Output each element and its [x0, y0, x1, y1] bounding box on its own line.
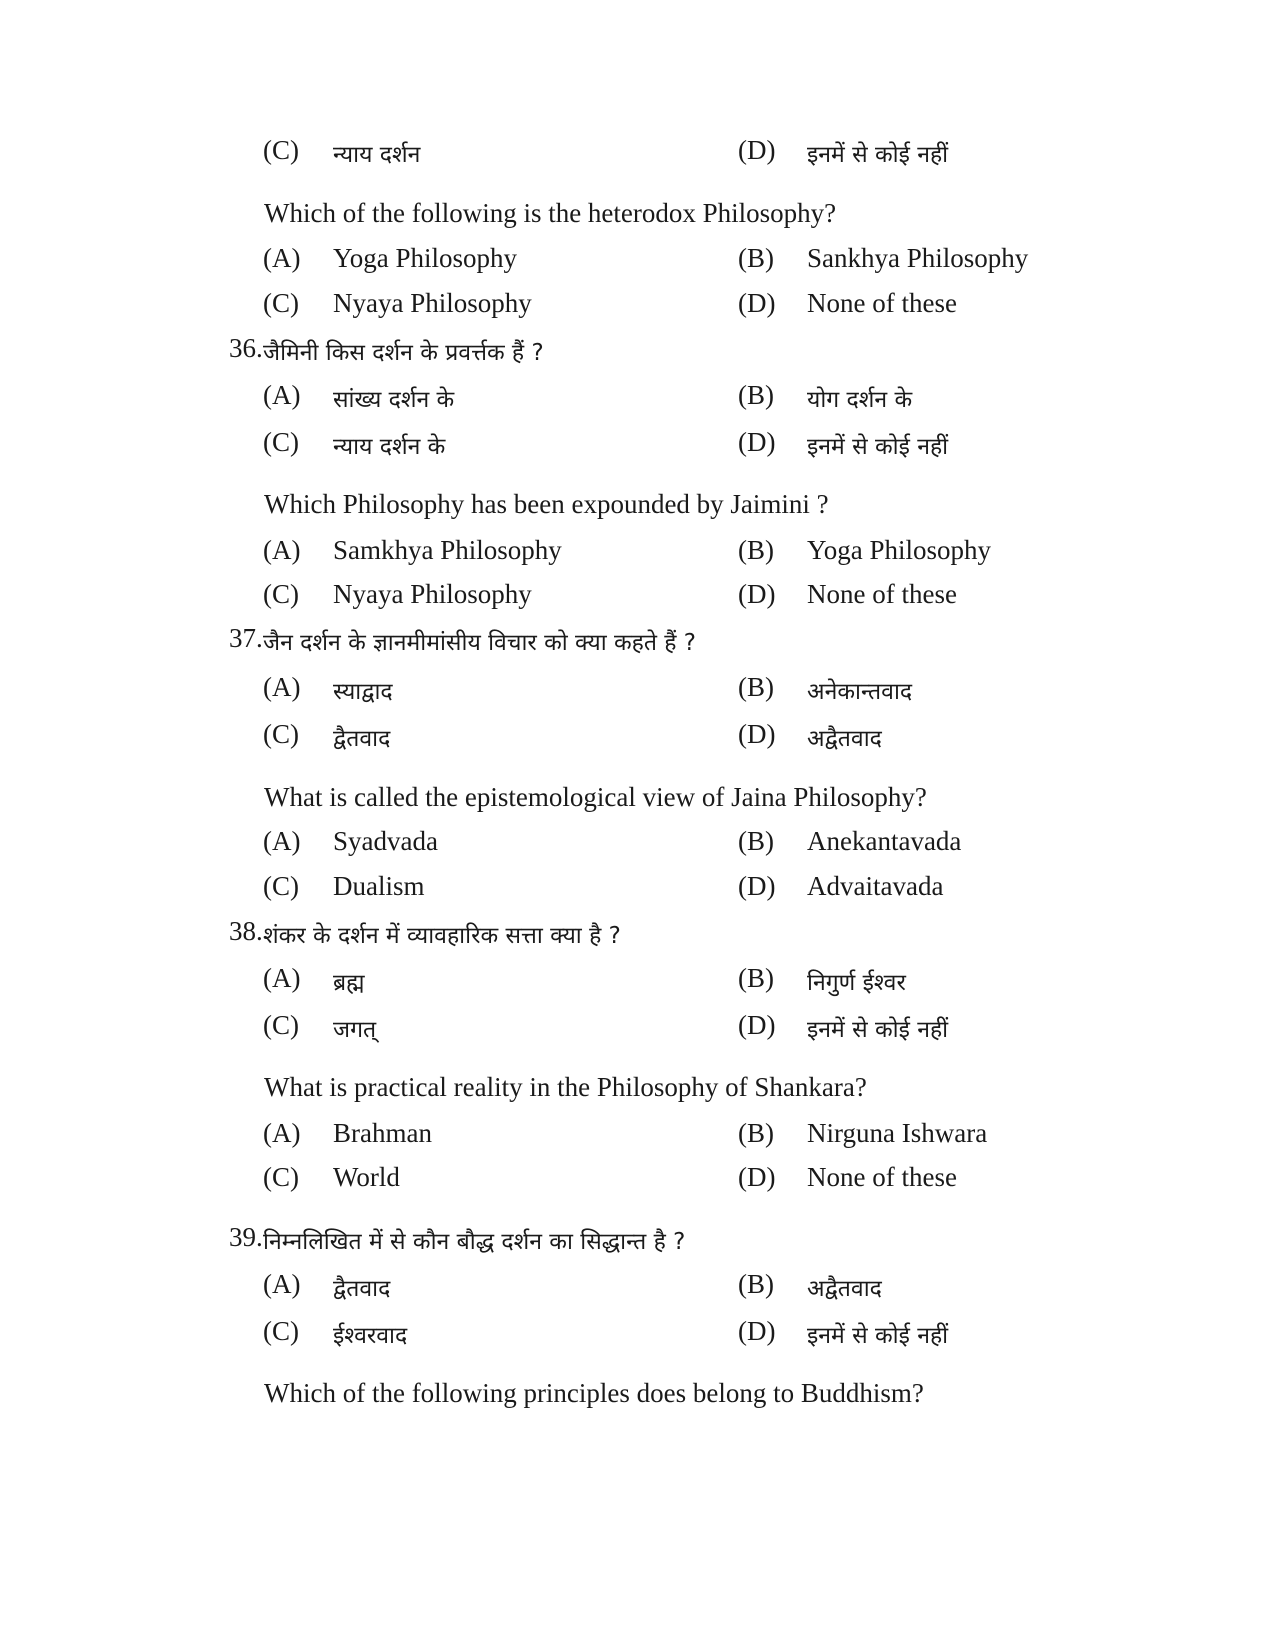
- option-d-label: (D): [738, 719, 776, 749]
- option-d-label: (D): [738, 1010, 776, 1040]
- option-c-text: न्याय दर्शन: [333, 142, 421, 168]
- option-a-label: (A): [263, 672, 301, 702]
- option-b-text: अद्वैतवाद: [807, 1276, 882, 1302]
- option-c-text: न्याय दर्शन के: [333, 434, 446, 460]
- option-b-label: (B): [738, 672, 774, 702]
- option-c-label: (C): [263, 579, 299, 609]
- question-text-en: What is practical reality in the Philosophy of Shankara?: [264, 1072, 867, 1102]
- option-d-text: None of these: [807, 579, 957, 609]
- option-a-text: Samkhya Philosophy: [333, 535, 562, 565]
- option-a-text: द्वैतवाद: [333, 1276, 391, 1302]
- option-b-text: अनेकान्तवाद: [807, 679, 913, 705]
- option-d-label: (D): [738, 288, 776, 318]
- option-c-label: (C): [263, 1010, 299, 1040]
- question-text-en: What is called the epistemological view of Jaina Philosophy?: [264, 782, 927, 812]
- option-d-text: इनमें से कोई नहीं: [807, 1017, 949, 1043]
- option-d-text: None of these: [807, 1162, 957, 1192]
- option-d-label: (D): [738, 579, 776, 609]
- option-d-label: (D): [738, 427, 776, 457]
- option-b-text: Anekantavada: [807, 826, 962, 856]
- question-text-hi: जैन दर्शन के ज्ञानमीमांसीय विचार को क्या कहते हैं ?: [263, 630, 696, 656]
- option-d-text: None of these: [807, 288, 957, 318]
- option-c-text: Dualism: [333, 871, 425, 901]
- option-a-text: Syadvada: [333, 826, 438, 856]
- question-text-hi: शंकर के दर्शन में व्यावहारिक सत्ता क्या है ?: [263, 923, 621, 949]
- option-b-text: Sankhya Philosophy: [807, 243, 1029, 273]
- option-b-text: योग दर्शन के: [807, 387, 913, 413]
- option-d-text: इनमें से कोई नहीं: [807, 1323, 949, 1349]
- option-c-text: ईश्वरवाद: [333, 1323, 408, 1349]
- option-c-label: (C): [263, 1162, 299, 1192]
- option-a-label: (A): [263, 380, 301, 410]
- option-b-label: (B): [738, 380, 774, 410]
- option-c-text: द्वैतवाद: [333, 726, 391, 752]
- question-text-hi: निम्नलिखित में से कौन बौद्ध दर्शन का सिद्धान्त है ?: [263, 1229, 686, 1255]
- option-d-label: (D): [738, 135, 776, 165]
- option-d-label: (D): [738, 1162, 776, 1192]
- option-a-text: सांख्य दर्शन के: [333, 387, 455, 413]
- option-d-label: (D): [738, 871, 776, 901]
- option-c-label: (C): [263, 719, 299, 749]
- option-d-text: अद्वैतवाद: [807, 726, 882, 752]
- option-c-text: Nyaya Philosophy: [333, 579, 532, 609]
- option-b-text: Yoga Philosophy: [807, 535, 992, 565]
- question-number: 36.: [229, 333, 263, 363]
- question-text-en: Which of the following principles does belong to Buddhism?: [264, 1378, 924, 1408]
- option-d-text: इनमें से कोई नहीं: [807, 142, 949, 168]
- option-b-label: (B): [738, 1269, 774, 1299]
- option-d-text: Advaitavada: [807, 871, 944, 901]
- question-text-en: Which Philosophy has been expounded by Jaimini ?: [264, 489, 829, 519]
- question-text-en: Which of the following is the heterodox Philosophy?: [264, 198, 837, 228]
- option-a-label: (A): [263, 243, 301, 273]
- option-a-text: ब्रह्म: [333, 970, 365, 996]
- option-d-text: इनमें से कोई नहीं: [807, 434, 949, 460]
- option-b-label: (B): [738, 535, 774, 565]
- option-a-label: (A): [263, 963, 301, 993]
- option-a-label: (A): [263, 1269, 301, 1299]
- option-c-text: World: [333, 1162, 400, 1192]
- option-c-text: Nyaya Philosophy: [333, 288, 532, 318]
- option-b-text: Nirguna Ishwara: [807, 1118, 988, 1148]
- option-b-label: (B): [738, 826, 774, 856]
- option-c-label: (C): [263, 1316, 299, 1346]
- option-b-label: (B): [738, 963, 774, 993]
- question-number: 39.: [229, 1222, 263, 1252]
- option-a-text: Brahman: [333, 1118, 432, 1148]
- option-c-label: (C): [263, 871, 299, 901]
- option-c-label: (C): [263, 288, 299, 318]
- option-a-label: (A): [263, 826, 301, 856]
- option-a-text: स्याद्वाद: [333, 679, 393, 705]
- option-a-text: Yoga Philosophy: [333, 243, 518, 273]
- option-c-text: जगत्: [333, 1017, 377, 1043]
- option-a-label: (A): [263, 1118, 301, 1148]
- question-text-hi: जैमिनी किस दर्शन के प्रवर्त्तक हैं ?: [263, 340, 544, 366]
- option-b-label: (B): [738, 1118, 774, 1148]
- option-d-label: (D): [738, 1316, 776, 1346]
- question-number: 37.: [229, 623, 263, 653]
- option-c-label: (C): [263, 427, 299, 457]
- option-a-label: (A): [263, 535, 301, 565]
- option-c-label: (C): [263, 135, 299, 165]
- option-b-text: निगुर्ण ईश्वर: [807, 970, 906, 996]
- option-b-label: (B): [738, 243, 774, 273]
- question-number: 38.: [229, 916, 263, 946]
